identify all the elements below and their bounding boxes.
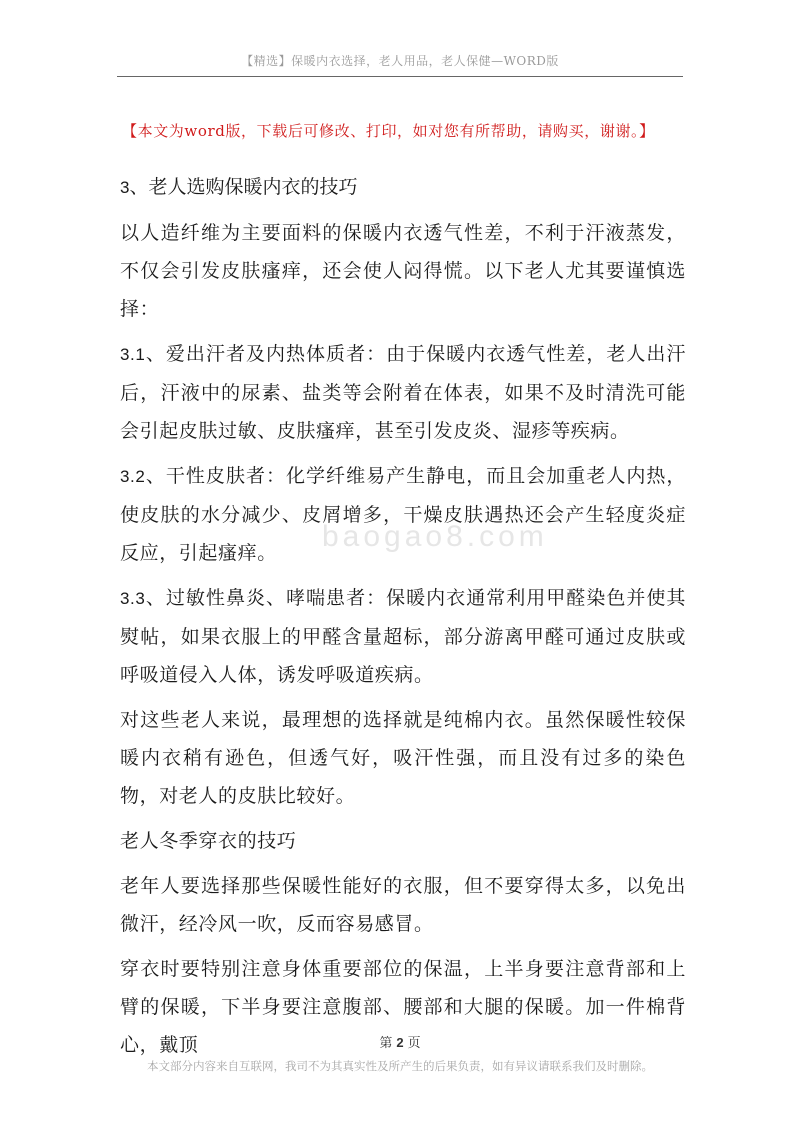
paragraph-3-1 [120, 335, 686, 450]
section-heading: 老人冬季穿衣的技巧 [120, 830, 297, 852]
page-suffix: 页 [407, 1036, 421, 1051]
footer-disclaimer: 本文部分内容来自互联网，我司不为其真实性及所产生的后果负责，如有异议请联系我们及时删除。 [147, 1059, 653, 1073]
item-number: 3.3 [120, 589, 146, 608]
paragraph: 老年人要选择那些保暖性能好的衣服，但不要穿得太多，以免出微汗，经冷风一吹，反而容易感冒。 [120, 875, 686, 935]
paragraph: 穿衣时要特别注意身体重要部位的保温，上半身要注意背部和上臂的保暖，下半身要注意腹部、腰部和大腿的保暖。加一件棉背心，戴顶 [120, 958, 686, 1056]
download-notice: 【本文为word版，下载后可修改、打印，如对您有所帮助，请购买，谢谢。】 [122, 122, 655, 140]
item-text: 、干性皮肤者：化学纤维易产生静电，而且会加重老人内热，使皮肤的水分减少、皮屑增多，干燥皮肤遇热还会产生轻度炎症反应，引起瘙痒。 [120, 465, 686, 564]
page-header: 【精选】保暖内衣选择，老人用品，老人保健—WORD版 [241, 54, 559, 68]
page-number-value: 2 [396, 1035, 404, 1050]
heading-number: 3 [120, 178, 130, 197]
item-number: 3.1 [120, 345, 146, 364]
header-divider [117, 76, 683, 77]
watermark: baogao8.com [322, 520, 548, 553]
item-text: 、爱出汗者及内热体质者：由于保暖内衣透气性差，老人出汗后，汗液中的尿素、盐类等会附着在体表，如果不及时清洗可能会引起皮肤过敏、皮肤瘙痒，甚至引发皮炎、湿疹等疾病。 [120, 343, 686, 442]
section-heading [120, 168, 686, 207]
heading-text: 、老人选购保暖内衣的技巧 [129, 176, 358, 198]
paragraph: 以人造纤维为主要面料的保暖内衣透气性差，不利于汗液蒸发，不仅会引发皮肤瘙痒，还会使人闷得慌。以下老人尤其要谨慎选择： [120, 222, 686, 320]
paragraph-3-2 [120, 457, 686, 572]
item-number: 3.2 [120, 467, 146, 486]
document-body [120, 168, 686, 1064]
page-prefix: 第 [379, 1036, 393, 1051]
item-text: 、过敏性鼻炎、哮喘患者：保暖内衣通常利用甲醛染色并使其熨帖，如果衣服上的甲醛含量超标，部分游离甲醛可通过皮肤或呼吸道侵入人体，诱发呼吸道疾病。 [120, 587, 686, 686]
page-number [0, 1032, 800, 1051]
paragraph-3-3 [120, 579, 686, 694]
paragraph: 对这些老人来说，最理想的选择就是纯棉内衣。虽然保暖性较保暖内衣稍有逊色，但透气好，吸汗性强，而且没有过多的染色物，对老人的皮肤比较好。 [120, 709, 686, 807]
